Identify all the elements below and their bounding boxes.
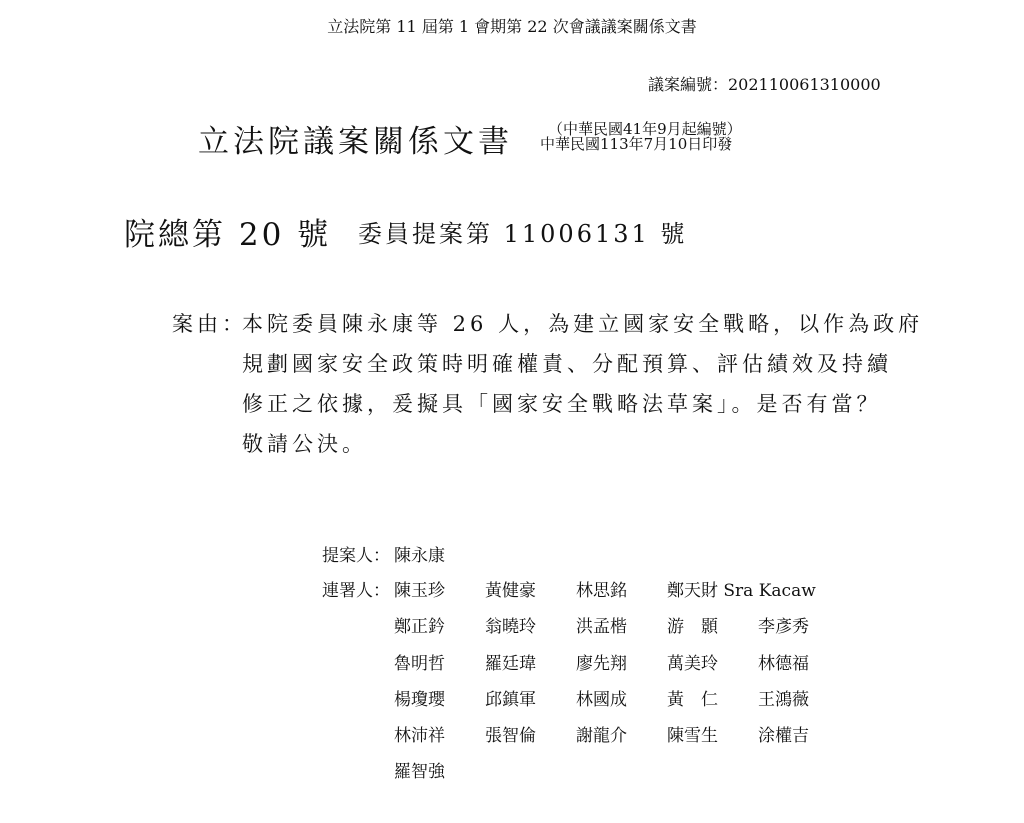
cosigner-label: 連署人： <box>322 581 390 601</box>
cosigner-name: 王鴻薇 <box>758 690 809 710</box>
cosigner-name: 游 顥 <box>667 617 718 637</box>
cosigner-name: 涂權吉 <box>758 726 809 746</box>
cosigner-name: 羅廷瑋 <box>485 654 536 674</box>
cosigner-name: 魯明哲 <box>394 654 445 674</box>
bill-number: 議案編號：202110061310000 <box>648 75 881 94</box>
cosigner-name: 陳玉珍 <box>394 581 445 601</box>
reason-line: 敬請公決。 <box>242 432 367 456</box>
cosigner-name: 林德福 <box>758 654 809 674</box>
cosigner-name: 楊瓊瓔 <box>394 690 445 710</box>
cosigner-name: 林思銘 <box>576 581 627 601</box>
cosigner-name: 李彥秀 <box>758 617 809 637</box>
running-header: 立法院第 11 屆第 1 會期第 22 次會議議案關係文書 <box>327 17 697 36</box>
cosigner-name: 翁曉玲 <box>485 617 536 637</box>
reason-label: 案由： <box>172 312 247 336</box>
proposal-number: 委員提案第 11006131 號 <box>358 220 688 248</box>
cosigner-name: 鄭天財 Sra Kacaw <box>667 581 816 601</box>
cosigner-name: 洪孟楷 <box>576 617 627 637</box>
print-date: 中華民國113年7月10日印發 <box>540 135 733 153</box>
proposer-label: 提案人： <box>322 546 390 566</box>
cosigner-name: 謝龍介 <box>576 726 627 746</box>
cosigner-name: 張智倫 <box>485 726 536 746</box>
cosigner-name: 萬美玲 <box>667 654 718 674</box>
reason-line: 修正之依據，爰擬具「國家安全戰略法草案」。是否有當？ <box>242 392 882 416</box>
reason-line: 本院委員陳永康等 26 人，為建立國家安全戰略，以作為政府 <box>242 312 924 336</box>
reason-line: 規劃國家安全政策時明確權責、分配預算、評估績效及持續 <box>242 352 892 376</box>
cosigner-name: 黃健豪 <box>485 581 536 601</box>
cosigner-name: 邱鎮軍 <box>485 690 536 710</box>
cosigner-name: 陳雪生 <box>667 726 718 746</box>
compile-note: （中華民國41年9月起編號） <box>548 120 742 138</box>
cosigner-name: 林國成 <box>576 690 627 710</box>
house-number: 院總第 20 號 <box>124 217 332 253</box>
cosigner-name: 鄭正鈐 <box>394 617 445 637</box>
proposer-name: 陳永康 <box>394 546 445 566</box>
cosigner-name: 黃 仁 <box>667 690 718 710</box>
cosigner-name: 林沛祥 <box>394 726 445 746</box>
document-title: 立法院議案關係文書 <box>198 124 513 160</box>
cosigner-name: 廖先翔 <box>576 654 627 674</box>
cosigner-name: 羅智強 <box>394 762 445 782</box>
